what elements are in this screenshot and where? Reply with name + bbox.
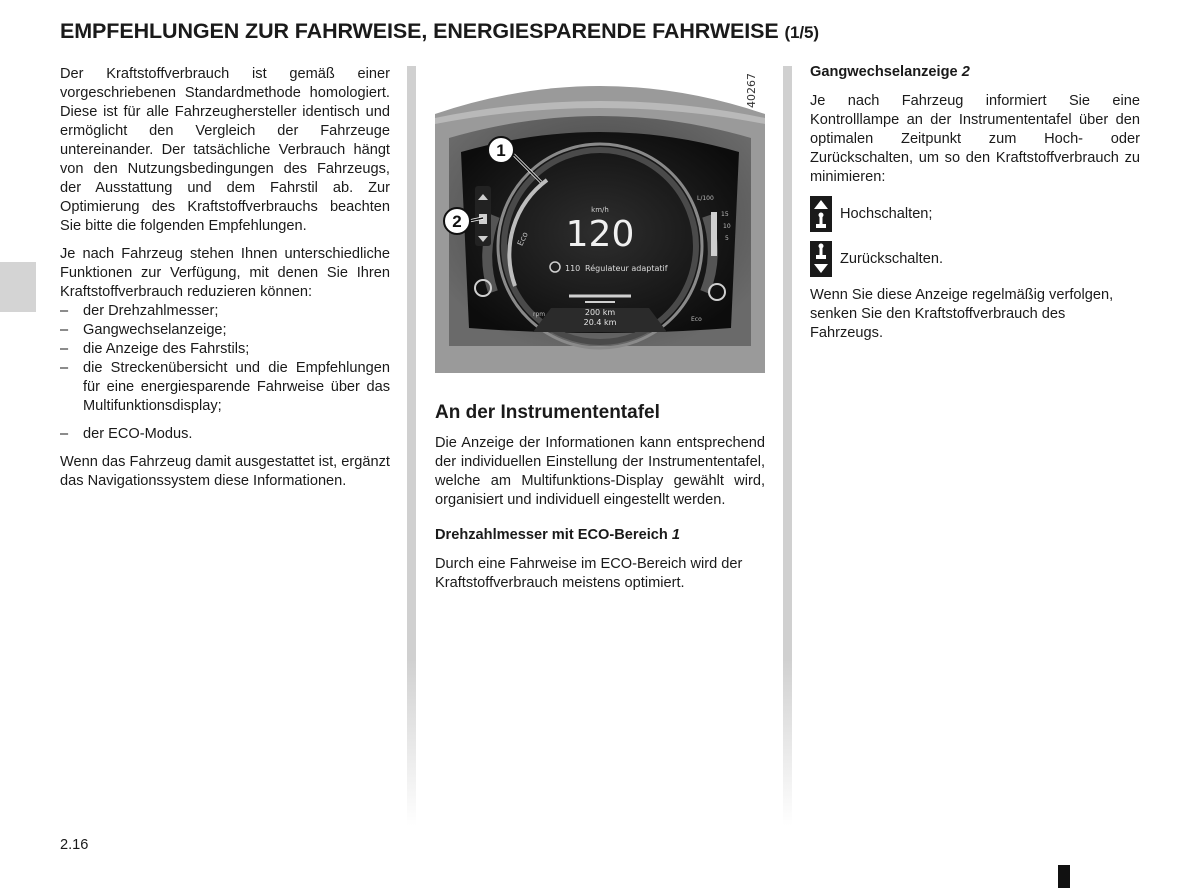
upshift-icon [810, 196, 832, 232]
upshift-label: Hochschalten; [840, 205, 933, 222]
tachometer-heading-text: Drehzahlmesser mit ECO-Bereich [435, 527, 668, 543]
callout-1: 1 [496, 141, 506, 160]
page-number: 2.16 [60, 837, 89, 853]
intro-paragraph: Der Kraftstoffverbrauch ist gemäß einer vorgeschriebenen Standardmethode homologiert. Diese ist für alle Fahrzeughersteller identisch und ermöglicht den Vergleich der Fahrzeuge untereinander. Der tatsächliche Verbrauch hängt von den Nutzungsbedingungen des Fahrzeugs, der Ausstattung und dem Fahrstil ab. Zur Optimierung des Kraftstoffverbrauchs beachten Sie bitte die folgenden Empfehlungen. [60, 66, 390, 234]
gearshift-heading-text: Gangwechselanzeige [810, 64, 958, 80]
rpm-label: rpm [533, 311, 546, 318]
consumption-scale-15: 15 [721, 211, 729, 218]
title-text: EMPFEHLUNGEN ZUR FAHRWEISE, ENERGIESPARENDE FAHRWEISE [60, 19, 779, 43]
middle-column [435, 402, 765, 602]
speed-value: 120 [565, 214, 635, 255]
limiter-value: 110 [565, 264, 581, 273]
figure-reference: 40267 [745, 73, 758, 108]
callout-2: 2 [452, 212, 462, 231]
column-divider-right [783, 66, 792, 826]
chapter-tab [0, 262, 36, 312]
section-heading: An der Instrumententafel [435, 402, 660, 423]
monitoring-paragraph: Wenn Sie diese Anzeige regelmäßig verfolgen, senken Sie den Kraftstoffverbrauch des Fahrzeugs. [810, 287, 1114, 341]
page-title [60, 19, 819, 44]
instrument-cluster-photo [435, 66, 765, 373]
gearshift-paragraph: Je nach Fahrzeug informiert Sie eine Kontrolllampe an der Instrumententafel über den optimalen Zeitpunkt zum Hoch- oder Zurückschalten, um so den Kraftstoffverbrauch zu minimieren: [810, 93, 1140, 185]
page-edge-marker [1058, 865, 1070, 888]
upshift-line [810, 196, 1140, 232]
left-column [60, 65, 390, 500]
eco-arc-label: Eco [515, 230, 530, 248]
title-part: (1/5) [784, 23, 819, 42]
list-item: – die Anzeige des Fahrstils; [60, 340, 390, 359]
downshift-label: Zurückschalten. [840, 250, 944, 267]
consumption-scale-10: 10 [723, 223, 731, 230]
gearshift-heading [810, 63, 1140, 82]
list-item: – Gangwechselanzeige; [60, 321, 390, 340]
instrument-cluster-illustration [435, 66, 765, 373]
consumption-unit: L/100 [697, 195, 714, 202]
downshift-line [810, 241, 1140, 277]
tachometer-heading [435, 526, 765, 545]
limiter-text: Régulateur adaptatif [585, 264, 668, 273]
gearshift-heading-number: 2 [961, 64, 970, 80]
display-paragraph: Die Anzeige der Informationen kann entsprechend der individuellen Einstellung der Instrumententafel, welche am Multifunktions-Display gewählt wird, organisiert und individuell eingestellt werden. [435, 435, 765, 508]
column-divider-left [407, 66, 416, 826]
functions-paragraph: Je nach Fahrzeug stehen Ihnen unterschiedliche Funktionen zur Verfügung, mit denen Sie Ihren Kraftstoffverbrauch reduzieren können: [60, 246, 390, 300]
list-item: – die Streckenübersicht und die Empfehlungen für eine energiesparende Fahrweise über das Multifunktionsdisplay; [60, 359, 390, 416]
tachometer-heading-number: 1 [671, 527, 680, 543]
navigation-paragraph: Wenn das Fahrzeug damit ausgestattet ist, ergänzt das Navigationssystem diese Informationen. [60, 454, 390, 489]
list-item: – der ECO-Modus. [60, 425, 390, 444]
functions-list [60, 302, 390, 444]
consumption-scale-5: 5 [725, 235, 729, 242]
eco-label: Eco [691, 316, 702, 323]
trip-distance-2: 20.4 km [583, 318, 617, 327]
trip-distance-1: 200 km [584, 308, 616, 317]
right-column [810, 63, 1140, 352]
speed-unit: km/h [591, 206, 609, 214]
eco-paragraph: Durch eine Fahrweise im ECO-Bereich wird der Kraftstoffverbrauch meistens optimiert. [435, 556, 743, 591]
downshift-icon [810, 241, 832, 277]
list-item: – der Drehzahlmesser; [60, 302, 390, 321]
